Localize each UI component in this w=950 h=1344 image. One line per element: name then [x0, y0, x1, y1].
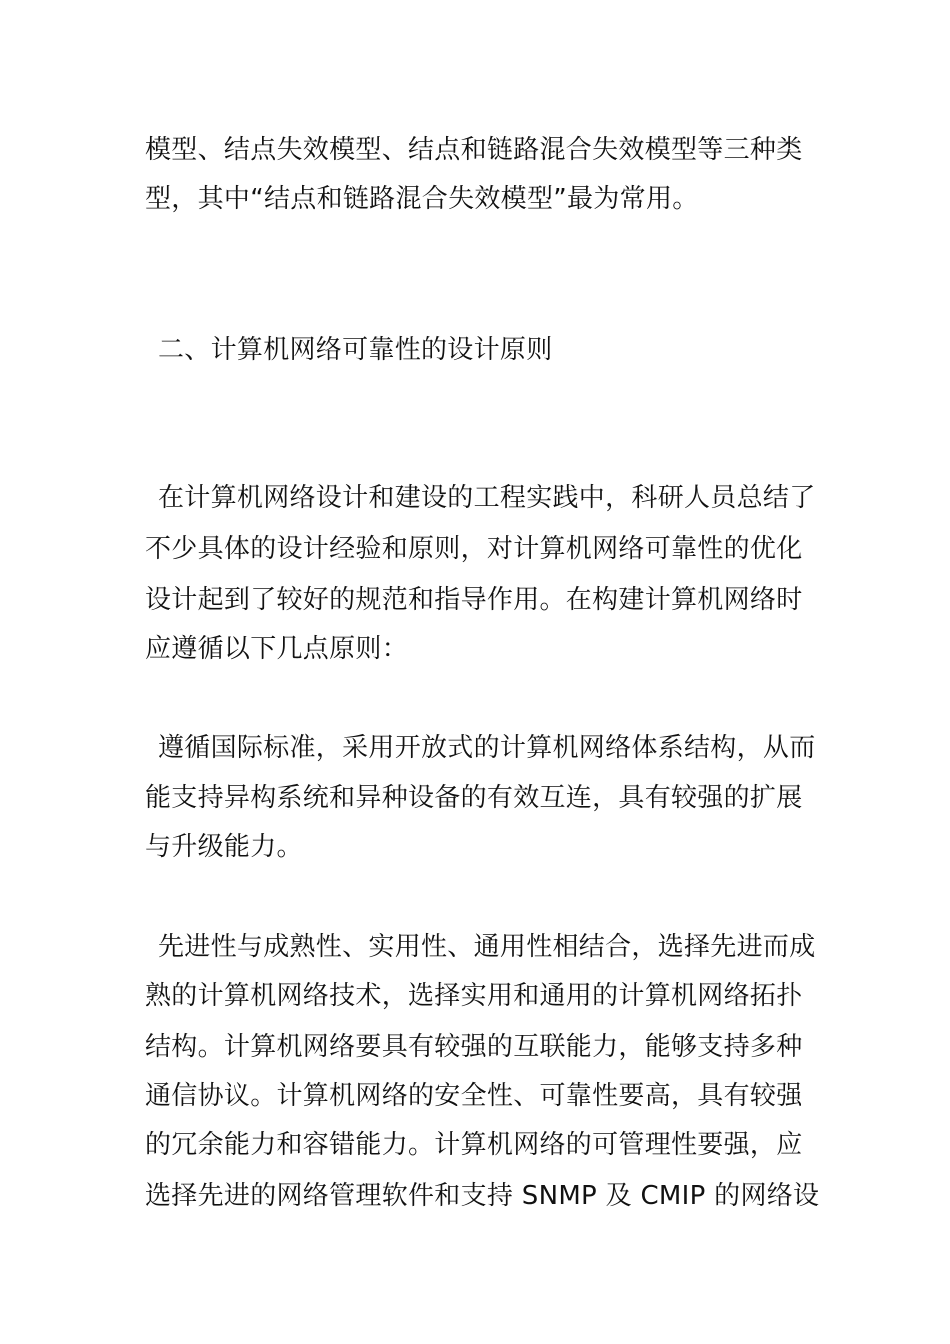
paragraph-line: 遵循国际标准，采用开放式的计算机网络体系结构，从而 — [158, 733, 816, 763]
paragraph-line: 通信协议。计算机网络的安全性、可靠性要高，具有较强 — [145, 1081, 803, 1111]
section-heading: 二、计算机网络可靠性的设计原则 — [158, 335, 553, 365]
paragraph-line: 选择先进的网络管理软件和支持 SNMP 及 CMIP 的网络设 — [145, 1181, 820, 1211]
paragraph-line: 先进性与成熟性、实用性、通用性相结合，选择先进而成 — [158, 932, 816, 962]
paragraph-line: 应遵循以下几点原则： — [145, 634, 409, 664]
paragraph-line: 熟的计算机网络技术，选择实用和通用的计算机网络拓扑 — [145, 981, 803, 1011]
paragraph-line: 模型、结点失效模型、结点和链路混合失效模型等三种类 — [145, 135, 803, 165]
paragraph-line: 在计算机网络设计和建设的工程实践中，科研人员总结了 — [158, 483, 816, 513]
paragraph-line: 不少具体的设计经验和原则，对计算机网络可靠性的优化 — [145, 534, 803, 564]
paragraph-line: 能支持异构系统和异种设备的有效互连，具有较强的扩展 — [145, 783, 803, 813]
paragraph-line: 的冗余能力和容错能力。计算机网络的可管理性要强，应 — [145, 1130, 803, 1160]
paragraph-line: 与升级能力。 — [145, 832, 303, 862]
paragraph-line: 设计起到了较好的规范和指导作用。在构建计算机网络时 — [145, 585, 803, 615]
paragraph-line: 结构。计算机网络要具有较强的互联能力，能够支持多种 — [145, 1032, 803, 1062]
paragraph-line: 型，其中“结点和链路混合失效模型”最为常用。 — [145, 184, 699, 214]
